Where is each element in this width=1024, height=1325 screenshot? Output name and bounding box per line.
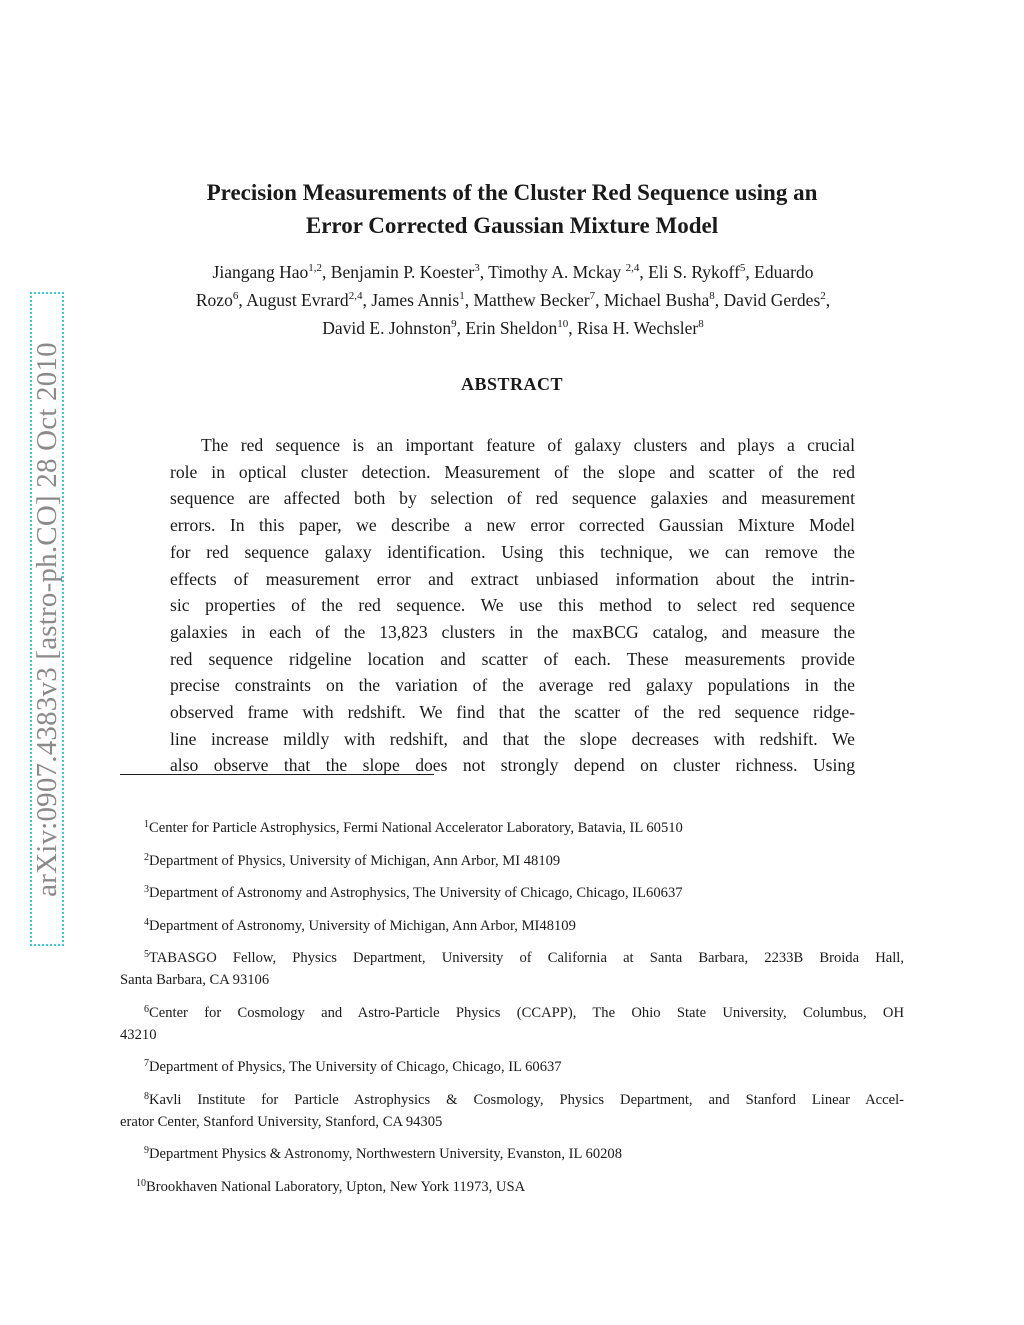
author-affiliation: 5 <box>739 262 746 274</box>
footnote-text: Kavli Institute for Particle Astrophysics & Cosmology, Physics Department, and Stanford Linear Accel- <box>149 1092 904 1108</box>
author-name: Risa H. Wechsler <box>576 318 699 338</box>
abstract-line: for red sequence galaxy identification. Using this technique, we can remove the <box>170 541 855 562</box>
footnote-number: 9 <box>144 1145 149 1156</box>
author-name: David E. Johnston <box>322 318 452 338</box>
footnote-text: 43210 <box>120 1027 157 1043</box>
footnote-4 <box>120 915 904 937</box>
abstract-line: The red sequence is an important feature of galaxy clusters and plays a crucial <box>201 435 855 455</box>
footnote-text: Center for Particle Astrophysics, Fermi National Accelerator Laboratory, Batavia, IL 60510 <box>149 820 683 836</box>
abstract-line: red sequence ridgeline location and scatter of each. These measurements provide <box>170 648 855 669</box>
abstract-line: galaxies in each of the 13,823 clusters in the maxBCG catalog, and measure the <box>170 621 855 642</box>
author-affiliation: 10 <box>557 318 569 330</box>
footnote-3 <box>120 882 904 904</box>
footnote-text: erator Center, Stanford University, Stanford, CA 94305 <box>120 1114 443 1130</box>
author-affiliation: 8 <box>698 318 704 330</box>
footnote-text: Department of Astronomy and Astrophysics, The University of Chicago, Chicago, IL60637 <box>149 885 683 901</box>
author-affiliation: 1,2 <box>308 262 323 274</box>
author-name: David Gerdes <box>723 290 821 310</box>
footnote-number: 2 <box>144 852 149 863</box>
footnote-1 <box>120 817 904 839</box>
footnote-number: 5 <box>144 949 149 960</box>
footnote-9 <box>120 1143 904 1165</box>
title-line-1: Precision Measurements of the Cluster Red Sequence using an <box>206 180 818 205</box>
author-affiliation: 2,4 <box>625 262 640 274</box>
author-name: Timothy A. Mckay <box>488 262 622 282</box>
footnote-number: 1 <box>144 819 149 830</box>
footnote-number: 6 <box>144 1004 149 1015</box>
author-name-part: Rozo <box>195 290 233 310</box>
author-name: Eli S. Rykoff <box>648 262 740 282</box>
abstract-line: effects of measurement error and extract unbiased information about the intrin- <box>170 568 855 589</box>
footnote-number: 7 <box>144 1058 149 1069</box>
abstract-line: sic properties of the red sequence. We use this method to select red sequence <box>170 595 855 616</box>
footnote-text: TABASGO Fellow, Physics Department, University of California at Santa Barbara, 2233B Broida Hall, <box>149 950 904 966</box>
author-affiliation: 6 <box>232 290 239 302</box>
title-line-2: Error Corrected Gaussian Mixture Model <box>305 213 719 238</box>
arxiv-stamp-text: arXiv:0907.4383v3 [astro-ph.CO] 28 Oct 2010 <box>30 341 63 897</box>
footnote-text: Santa Barbara, CA 93106 <box>120 972 270 988</box>
author-name: James Annis <box>371 290 460 310</box>
author-name: Jiangang Hao <box>212 262 309 282</box>
footnote-7 <box>120 1056 904 1078</box>
abstract-line: errors. In this paper, we describe a new error corrected Gaussian Mixture Model <box>170 515 855 536</box>
author-name-part: Eduardo <box>754 262 814 282</box>
author-name: Benjamin P. Koester <box>330 262 475 282</box>
paper-title <box>120 176 904 242</box>
author-affiliation: 7 <box>589 290 596 302</box>
author-list: Jiangang Hao$^{1,2}$, Benjamin P. Koester$^3$, Timothy A. Mckay $^{2,4}$, Eli S. Rykoff$^5$, Eduardo Rozo$^6$, August Evrard$^{2,4}$, James Annis$^1$, Matthew Becker$^7$, Michael Busha$^8$, David Gerdes$^2$, David E. Johnston$^9$, Erin Sheldon$^{10}$, Risa H. Wechsler$^8$ <box>195 262 831 338</box>
footnote-number: 8 <box>144 1091 149 1102</box>
footnote-text: Department of Physics, The University of Chicago, Chicago, IL 60637 <box>149 1059 562 1075</box>
footnote-8 <box>120 1089 904 1133</box>
footnote-10 <box>120 1176 904 1198</box>
footnote-text: Department Physics & Astronomy, Northwestern University, Evanston, IL 60208 <box>149 1146 623 1162</box>
abstract-body <box>170 432 855 779</box>
author-affiliation: 3 <box>474 262 480 274</box>
abstract-line: sequence are affected both by selection of red sequence galaxies and measurement <box>170 488 855 509</box>
footnote-number: 10 <box>136 1178 146 1189</box>
author-affiliation: 8 <box>709 290 715 302</box>
author-name: August Evrard <box>246 290 349 310</box>
author-affiliation: 1 <box>459 290 465 302</box>
author-name: Matthew Becker <box>473 290 590 310</box>
footnote-number: 4 <box>144 917 149 928</box>
arxiv-stamp <box>30 292 64 946</box>
abstract-line: precise constraints on the variation of the average red galaxy populations in the <box>170 675 855 696</box>
author-name: Erin Sheldon <box>465 318 558 338</box>
footnote-5 <box>120 947 904 991</box>
footnote-6 <box>120 1002 904 1046</box>
author-affiliation: 9 <box>451 318 457 330</box>
footnote-rule <box>120 774 434 775</box>
author-name: Michael Busha <box>603 290 710 310</box>
author-affiliation: 2,4 <box>348 290 363 302</box>
footnote-text: Department of Astronomy, University of Michigan, Ann Arbor, MI48109 <box>149 918 576 934</box>
footnote-number: 3 <box>144 884 149 895</box>
abstract-line: observed frame with redshift. We find that the scatter of the red sequence ridge- <box>170 702 855 723</box>
abstract-line: role in optical cluster detection. Measurement of the slope and scatter of the red <box>170 461 855 482</box>
abstract-line: also observe that the slope does not strongly depend on cluster richness. Using <box>170 755 855 776</box>
abstract-line: line increase mildly with redshift, and that the slope decreases with redshift. We <box>170 728 855 749</box>
footnote-text: Center for Cosmology and Astro-Particle Physics (CCAPP), The Ohio State University, Columbus, OH <box>149 1005 904 1021</box>
footnote-text: Department of Physics, University of Michigan, Ann Arbor, MI 48109 <box>149 853 561 869</box>
footnote-text: Brookhaven National Laboratory, Upton, New York 11973, USA <box>146 1179 526 1195</box>
abstract-heading: ABSTRACT <box>460 374 564 394</box>
footnote-2 <box>120 850 904 872</box>
author-affiliation: 2 <box>820 290 826 302</box>
